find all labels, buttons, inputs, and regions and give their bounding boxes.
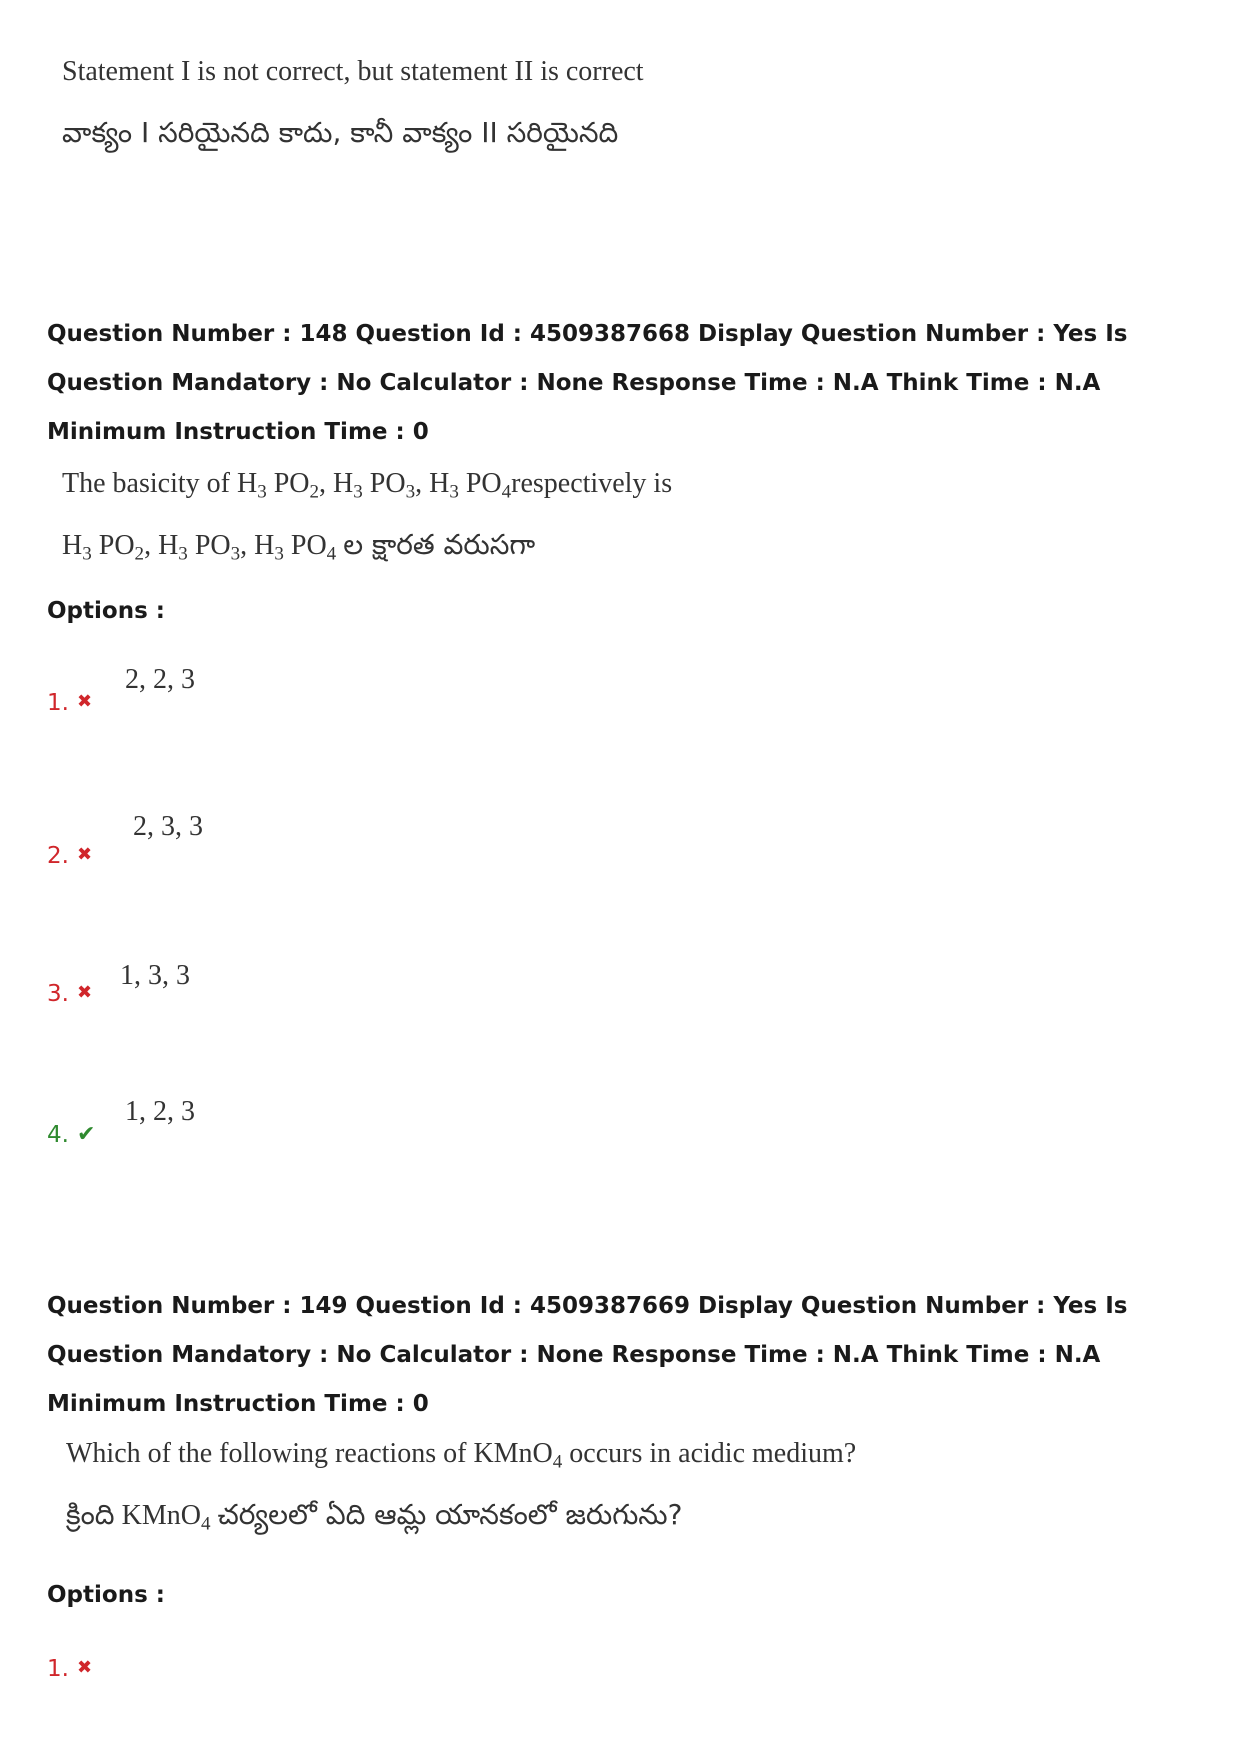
cross-icon: ✖ [76, 982, 93, 1003]
q148-option-3-number: 3. ✖ [47, 981, 93, 1007]
prev-option-text-te: వాక్యం I సరియైనది కాదు, కానీ వాక్యం II సరియైనది [62, 116, 619, 149]
q149-option-1-number: 1. ✖ [47, 1656, 93, 1682]
check-icon: ✔ [76, 1122, 96, 1147]
question-149-options-label: Options : [47, 1582, 165, 1608]
question-148-meta: Question Number : 148 Question Id : 4509387668 Display Question Number : Yes Is Question Mandatory : No Calculator : None Response Time : N.A Think Time : N.A Minimum Instruction Time : 0 [47, 321, 1128, 445]
q148-option-4-value: 1, 2, 3 [125, 1096, 195, 1127]
question-149-meta: Question Number : 149 Question Id : 4509387669 Display Question Number : Yes Is Question Mandatory : No Calculator : None Response Time : N.A Think Time : N.A Minimum Instruction Time : 0 [47, 1293, 1128, 1417]
prev-option-text-en: Statement I is not correct, but statement II is correct [62, 56, 644, 87]
formula-h3po3-te: $H_3$ $PO_3$ [158, 530, 241, 565]
q148-option-3-value: 1, 3, 3 [120, 960, 190, 991]
formula-kmno4: KMnO$_4$ [473, 1438, 563, 1473]
formula-kmno4-te: KMnO$_4$ [121, 1500, 211, 1535]
q148-option-4-number: 4. ✔ [47, 1122, 96, 1148]
cross-icon: ✖ [76, 1657, 93, 1678]
q148-option-2-value: 2, 3, 3 [133, 811, 203, 842]
formula-h3po4-te: $H_3$ $PO_4$ [254, 530, 337, 565]
formula-h3po2-te: $H_3$ $PO_2$ [62, 530, 145, 565]
formula-h3po4: $H_3$ $PO_4$ [429, 468, 512, 503]
formula-h3po3: $H_3$ $PO_3$ [333, 468, 416, 503]
question-149-text-en: Which of the following reactions of KMnO$_4$ occurs in acidic medium? [66, 1438, 857, 1473]
q148-option-1-value: 2, 2, 3 [125, 664, 195, 695]
cross-icon: ✖ [76, 691, 93, 712]
formula-h3po2: $H_3$ $PO_2$ [236, 468, 320, 503]
question-149-text-te: క్రింది KMnO$_4$ చర్యలలో ఏది ఆమ్ల యానకంలో జరుగును? [66, 1498, 683, 1535]
q148-option-2-number: 2. ✖ [47, 843, 93, 869]
question-148-options-label: Options : [47, 598, 165, 624]
cross-icon: ✖ [76, 844, 93, 865]
q148-option-1-number: 1. ✖ [47, 690, 93, 716]
question-148-text-en: The basicity of $H_3$ $PO_2$, $H_3$ $PO_3$, $H_3$ $PO_4respectively$ is [62, 468, 673, 503]
question-148-text-te: $H_3$ $PO_2$, $H_3$ $PO_3$, $H_3$ $PO_4$ ల క్షారత వరుసగా [62, 528, 536, 565]
